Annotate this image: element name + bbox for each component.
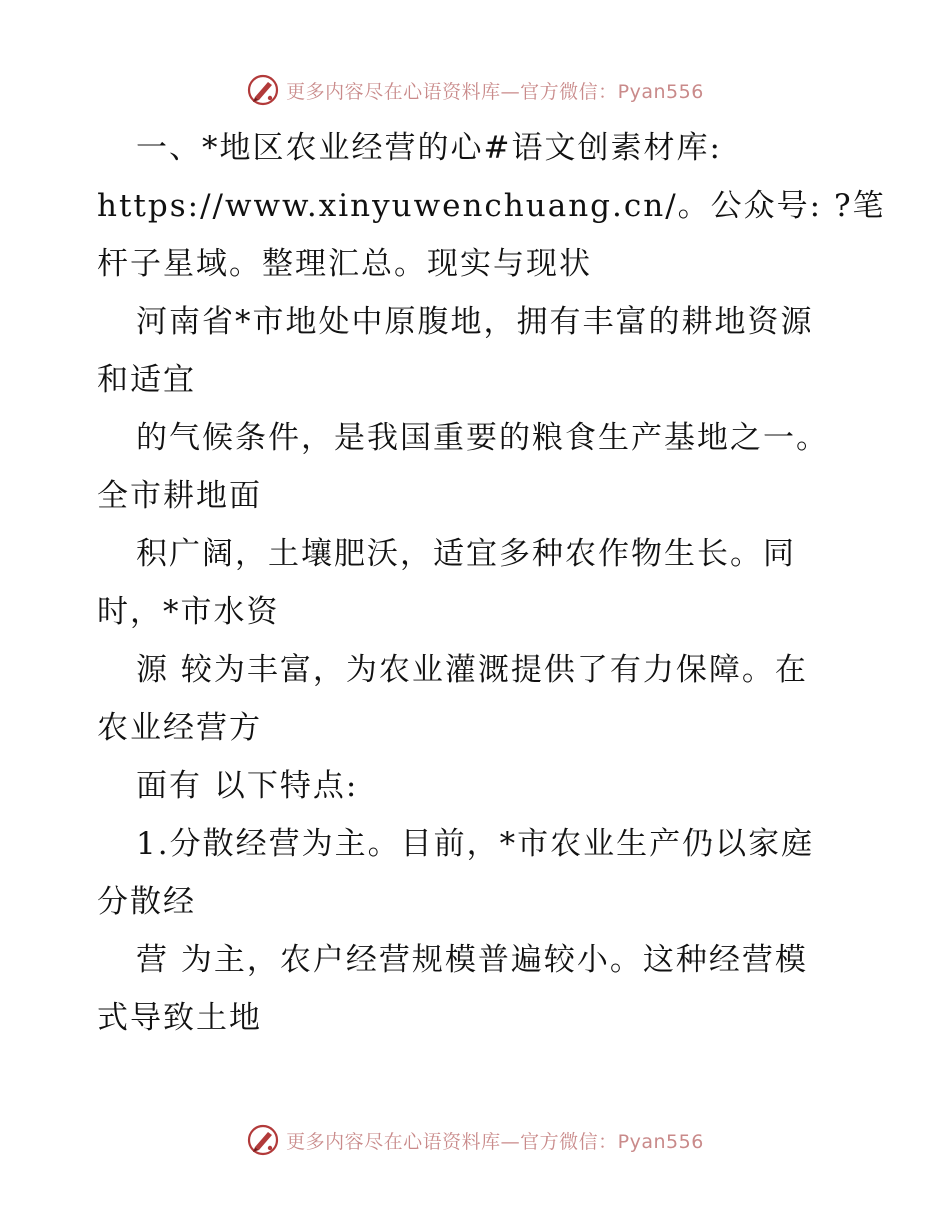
pen-logo-icon <box>246 73 280 107</box>
text-line: 时，*市水资 <box>97 594 280 630</box>
text-line: 农业经营方 <box>97 710 262 746</box>
text-line: 和适宜 <box>97 362 196 398</box>
text-line: 的气候条件，是我国重要的粮食生产基地之一。 <box>136 420 829 456</box>
text-line: 全市耕地面 <box>97 478 262 514</box>
text-line: 式导致土地 <box>97 1000 262 1036</box>
footer-watermark-banner <box>0 1120 950 1160</box>
watermark-text <box>286 77 704 104</box>
pen-logo-icon <box>246 1123 280 1157</box>
text-line: 源 较为丰富，为农业灌溉提供了有力保障。在 <box>136 652 808 688</box>
text-line: 1.分散经营为主。目前，*市农业生产仍以家庭 <box>136 826 815 862</box>
watermark-wechat-id: Pyan556 <box>617 1130 704 1153</box>
text-line: 分散经 <box>97 884 196 920</box>
text-line: https://www.xinyuwenchuang.cn/。公众号: ?笔 <box>97 188 886 224</box>
watermark-label: 更多内容尽在心语资料库—官方微信： <box>286 1130 618 1153</box>
text-line: 面有 以下特点: <box>136 768 359 804</box>
text-line: 杆子星域。整理汇总。现实与现状 <box>97 246 592 282</box>
text-line: 河南省*市地处中原腹地，拥有丰富的耕地资源 <box>136 304 814 340</box>
header-watermark-banner <box>0 70 950 110</box>
text-line: 一、*地区农业经营的心#语文创素材库: <box>136 130 722 166</box>
watermark-label: 更多内容尽在心语资料库—官方微信： <box>286 80 618 103</box>
watermark-text <box>286 1127 704 1154</box>
watermark-wechat-id: Pyan556 <box>617 80 704 103</box>
text-line: 积广阔，土壤肥沃，适宜多种农作物生长。同 <box>136 536 796 572</box>
text-line: 营 为主，农户经营规模普遍较小。这种经营模 <box>136 942 808 978</box>
